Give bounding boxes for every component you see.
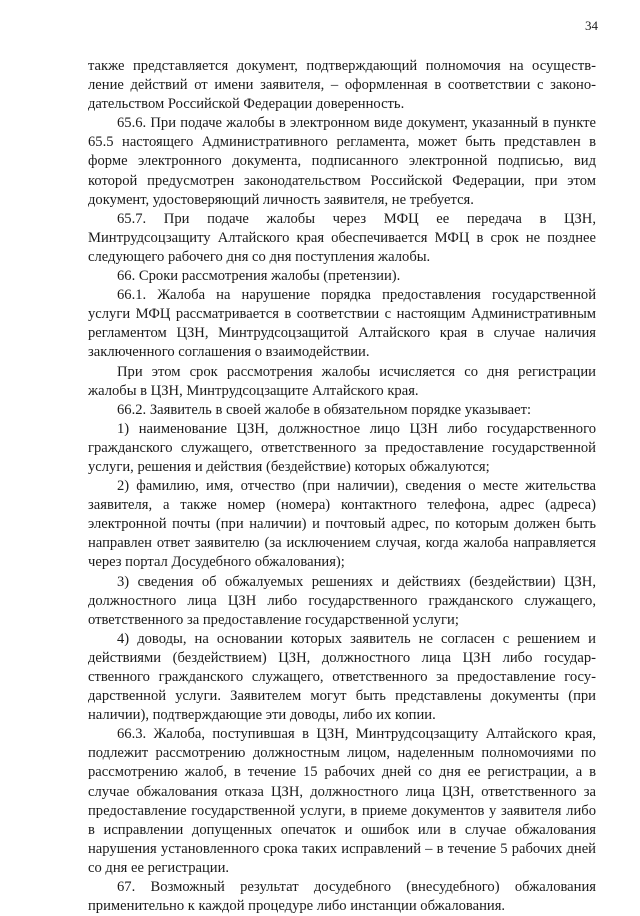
paragraph-continuation: также представляется документ, подтверждающий полномочия на осуществление действий от имени заявителя, – оформленная в соответствии с законодательством Российской Федерации доверенность. [88,58,596,113]
paragraph-65-6: 65.6. При подаче жалобы в электронном виде документ, указанный в пункте 65.5 настоящего Административного регламента, может быть представлен в форме электронного документа, подписанного электронной подписью, вид которой предусмотрен законодательством Российской Федерации, при этом документ, удостоверяющий личность заявителя, не требуется. [88,115,596,208]
list-item-1: 1) наименование ЦЗН, должностное лицо ЦЗН либо государственного гражданского служащего, ответственного за предоставление государственной услуги, решения и действия (бездействие) которых обжалуются; [88,420,596,475]
paragraph-65-7: 65.7. При подаче жалобы через МФЦ ее передача в ЦЗН, Минтрудсоцзащиту Алтайского края обеспечивается МФЦ в срок не позднее следующего рабочего дня со дня поступления жалобы. [88,210,596,265]
section-heading-66: 66. Сроки рассмотрения жалобы (претензии). [117,268,401,285]
section-heading-67: 67. Возможный результат досудебного (внесудебного) обжалования применительно к каждой процедуре либо инстанции обжалования. [88,879,596,915]
list-item-3: 3) сведения об обжалуемых решениях и действиях (бездействии) ЦЗН, должностного лица ЦЗН либо государственного гражданского служащего, ответственного за предоставление государственной услуги; [88,573,596,628]
list-item-4: 4) доводы, на основании которых заявитель не согласен с решением и действиями (бездействием) ЦЗН, должностного лица ЦЗН либо государственного гражданского служащего, ответственного за предоставление государственной услуги. Заявителем могут быть представлены документы (при наличии), подтверждающие эти доводы, либо их копии. [88,630,596,724]
page-number: 34 [585,18,598,33]
list-item-2: 2) фамилию, имя, отчество (при наличии), сведения о месте жительства заявителя, а также номер (номера) контактного телефона, адрес (адреса) электронной почты (при наличии) и почтовый адрес, по которым должен быть направлен ответ заявителю (за исключением случая, когда жалоба направляется через портал Досудебного обжалования); [88,478,596,571]
paragraph-66-1: 66.1. Жалоба на нарушение порядка предоставления государственной услуги МФЦ рассматривается в соответствии с настоящим Административным регламентом ЦЗН, Минтрудсоцзащитой Алтайского края в случае наличия заключенного соглашения о взаимодействии. [88,287,596,361]
paragraph-66-1-term: При этом срок рассмотрения жалобы исчисляется со дня регистрации жалобы в ЦЗН, Минтрудсоцзащите Алтайского края. [88,363,596,399]
document-body [88,57,596,916]
paragraph-66-3: 66.3. Жалоба, поступившая в ЦЗН, Минтрудсоцзащиту Алтайского края, подлежит рассмотрению должностным лицом, наделенным полномочиями по рассмотрению жалоб, в течение 15 рабочих дней со дня ее регистрации, а в случае обжалования отказа ЦЗН, должностного лица ЦЗН, ответственного за предоставление государственной услуги, в приеме документов у заявителя либо в исправлении допущенных опечаток и ошибок или в случае обжалования нарушения установленного срока таких исправлений – в течение 5 рабочих дней со дня ее регистрации. [88,726,596,876]
paragraph-66-2: 66.2. Заявитель в своей жалобе в обязательном порядке указывает: [117,401,531,418]
